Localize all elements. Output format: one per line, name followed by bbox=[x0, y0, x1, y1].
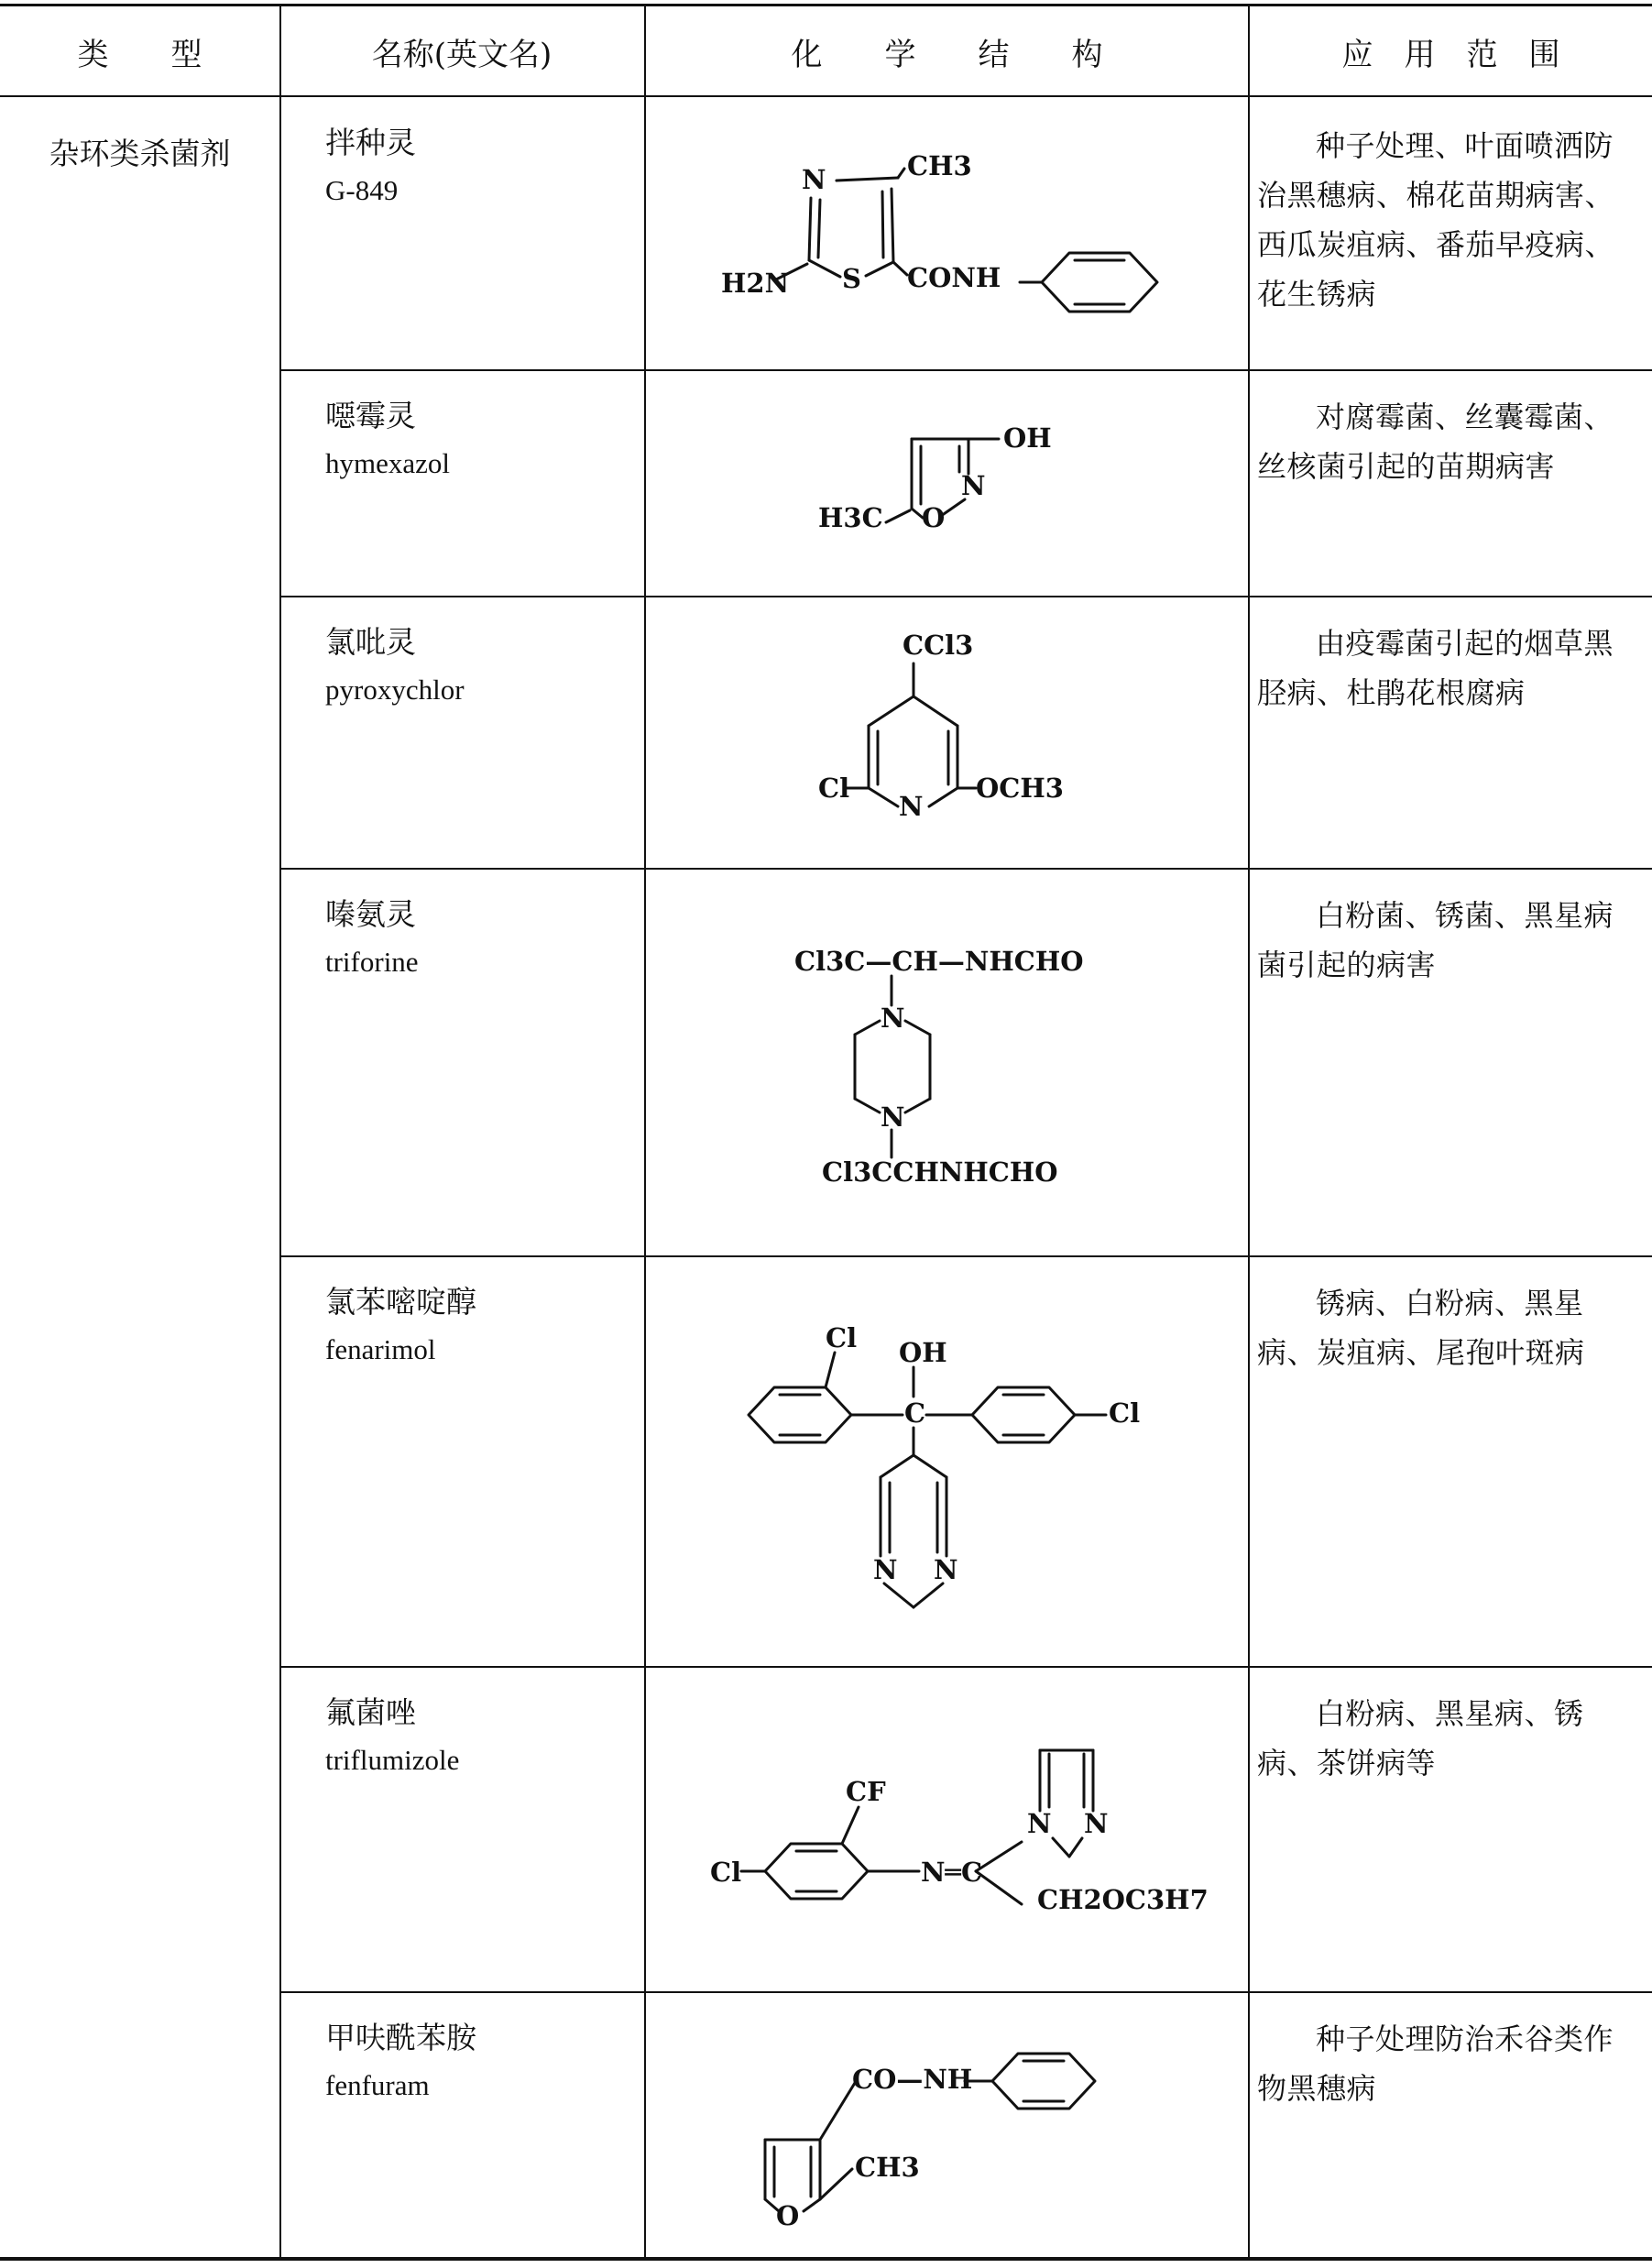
row-5-name-en: fenarimol bbox=[325, 1333, 436, 1365]
bond bbox=[929, 788, 957, 806]
col-divider-3 bbox=[1248, 4, 1250, 2259]
g849-structure-diagram bbox=[646, 97, 1246, 369]
bond bbox=[882, 192, 883, 257]
bond bbox=[804, 2199, 820, 2211]
bond bbox=[914, 1583, 943, 1607]
bond bbox=[1069, 1838, 1082, 1857]
atom-label: O bbox=[922, 502, 946, 533]
row-4-name bbox=[325, 891, 637, 986]
bond bbox=[884, 1583, 914, 1607]
row-2-application: 对腐霉菌、丝囊霉菌、丝核菌引起的苗期病害 bbox=[1257, 400, 1614, 484]
atom-label: CH2OC3H7 bbox=[1037, 1884, 1209, 1915]
bond bbox=[820, 2169, 852, 2199]
atom-label: Cl3C—CH—NHCHO bbox=[794, 946, 1084, 977]
row-4-name-en: triforine bbox=[325, 946, 419, 978]
row-4-structure bbox=[646, 870, 1246, 1255]
row-2-structure bbox=[646, 371, 1246, 596]
row-1-application: 种子处理、叶面喷洒防治黑穗病、棉花苗期病害、西瓜炭疽病、番茄早疫病、花生锈病 bbox=[1257, 128, 1615, 312]
bond bbox=[837, 178, 898, 181]
bond bbox=[818, 200, 820, 257]
atom-label: S bbox=[842, 263, 861, 294]
row-6-application: 白粉病、黑星病、锈病、茶饼病等 bbox=[1257, 1696, 1584, 1780]
atom-label: N═C bbox=[921, 1857, 983, 1888]
fenarimol-structure-diagram bbox=[646, 1257, 1246, 1666]
bond bbox=[809, 198, 811, 260]
atom-label: H2N bbox=[721, 268, 790, 299]
col-divider-1 bbox=[279, 4, 281, 2259]
atom-label: O bbox=[776, 2200, 800, 2231]
atom-label: N bbox=[1084, 1808, 1109, 1839]
atom-label: Cl bbox=[1109, 1397, 1141, 1429]
bond bbox=[881, 1455, 914, 1477]
row-7-name-en: fenfuram bbox=[325, 2069, 430, 2101]
atom-label: CCl3 bbox=[903, 630, 974, 661]
bond bbox=[842, 1807, 859, 1844]
bond bbox=[914, 696, 957, 726]
row-4-name-cn: 嗪氨灵 bbox=[325, 896, 416, 932]
row-2-name-cn: 噁霉灵 bbox=[325, 398, 416, 433]
row-7-application: 种子处理防治禾谷类作物黑穗病 bbox=[1257, 2021, 1614, 2106]
atom-label: OH bbox=[899, 1337, 947, 1368]
atom-label: CONH bbox=[907, 262, 1001, 293]
table-bottom-rule bbox=[0, 2257, 1652, 2261]
category-label: 杂环类杀菌剂 bbox=[49, 136, 231, 171]
atom-label: Cl bbox=[826, 1322, 858, 1353]
atom-label: CH3 bbox=[907, 150, 972, 181]
atom-label: OCH3 bbox=[976, 772, 1064, 804]
bond bbox=[905, 1099, 930, 1112]
atom-label: N bbox=[802, 164, 826, 195]
row-2-name-en: hymexazol bbox=[325, 447, 451, 479]
atom-label: N bbox=[899, 791, 924, 822]
bond bbox=[855, 1099, 880, 1112]
row-3-application: 由疫霉菌引起的烟草黑胫病、杜鹃花根腐病 bbox=[1257, 626, 1614, 710]
bond bbox=[905, 1021, 930, 1035]
row-5-name bbox=[325, 1278, 637, 1374]
pyroxychlor-structure-diagram bbox=[646, 597, 1246, 868]
atom-label: N bbox=[961, 470, 986, 501]
row-1-structure bbox=[646, 97, 1246, 369]
bond bbox=[893, 262, 907, 275]
bond bbox=[914, 1455, 946, 1477]
bond bbox=[855, 1021, 880, 1035]
triforine-structure-diagram bbox=[646, 870, 1246, 1255]
atom-label: Cl bbox=[710, 1857, 742, 1888]
bond bbox=[866, 262, 893, 276]
hymexazol-structure-diagram bbox=[646, 371, 1246, 596]
bond bbox=[898, 169, 904, 178]
atom-label: OH bbox=[1003, 422, 1052, 454]
row-3-name-cn: 氯吡灵 bbox=[325, 624, 416, 660]
bond bbox=[886, 510, 910, 522]
row-3-name bbox=[325, 619, 637, 714]
row-6-name bbox=[325, 1689, 637, 1784]
bond bbox=[826, 1353, 835, 1387]
row-1-name-en: G-849 bbox=[325, 174, 399, 206]
atom-label: CH3 bbox=[855, 2152, 920, 2183]
bond bbox=[820, 2083, 855, 2140]
row-7-name-cn: 甲呋酰苯胺 bbox=[325, 2020, 476, 2055]
bond bbox=[869, 788, 898, 806]
atom-label: N bbox=[881, 1003, 905, 1034]
row-6-structure bbox=[646, 1668, 1246, 1991]
row-6-name-en: triflumizole bbox=[325, 1744, 460, 1776]
row-2-name bbox=[325, 392, 637, 488]
row-6-name-cn: 氟菌唑 bbox=[325, 1694, 416, 1730]
row-5-structure bbox=[646, 1257, 1246, 1666]
fenfuram-structure-diagram bbox=[646, 1993, 1246, 2257]
row-7-structure bbox=[646, 1993, 1246, 2257]
atom-label: C bbox=[904, 1397, 926, 1429]
bond bbox=[976, 1871, 1022, 1904]
atom-label: Cl bbox=[818, 772, 850, 804]
benzene-ring bbox=[1042, 253, 1157, 312]
atom-label: N bbox=[881, 1101, 905, 1133]
row-1-name bbox=[325, 119, 637, 214]
header-application: 应 用 范 围 bbox=[1341, 36, 1560, 73]
row-7-name bbox=[325, 2014, 637, 2109]
row-1-name-cn: 拌种灵 bbox=[325, 125, 416, 160]
bond bbox=[892, 189, 893, 262]
row-3-name-en: pyroxychlor bbox=[325, 674, 465, 706]
atom-label: CF bbox=[846, 1776, 886, 1807]
row-4-application: 白粉菌、锈菌、黑星病菌引起的病害 bbox=[1257, 898, 1614, 982]
bond bbox=[869, 696, 914, 726]
atom-label: CO—NH bbox=[852, 2064, 973, 2095]
atom-label: Cl3CCHNHCHO bbox=[822, 1156, 1058, 1188]
header-name: 名称(英文名) bbox=[371, 36, 552, 73]
bond bbox=[809, 260, 840, 277]
triflumizole-structure-diagram bbox=[646, 1668, 1246, 1991]
header-structure: 化 学 结 构 bbox=[791, 36, 1103, 73]
bond bbox=[976, 1842, 1022, 1871]
atom-label: H3C bbox=[818, 502, 883, 533]
atom-label: N bbox=[1027, 1808, 1052, 1839]
bond bbox=[1053, 1838, 1069, 1857]
atom-label: N bbox=[873, 1554, 898, 1585]
header-type: 类 型 bbox=[77, 36, 202, 73]
row-3-structure bbox=[646, 597, 1246, 868]
row-5-name-cn: 氯苯嘧啶醇 bbox=[325, 1284, 476, 1320]
atom-label: N bbox=[934, 1554, 958, 1585]
row-5-application: 锈病、白粉病、黑星病、炭疽病、尾孢叶斑病 bbox=[1257, 1286, 1585, 1370]
